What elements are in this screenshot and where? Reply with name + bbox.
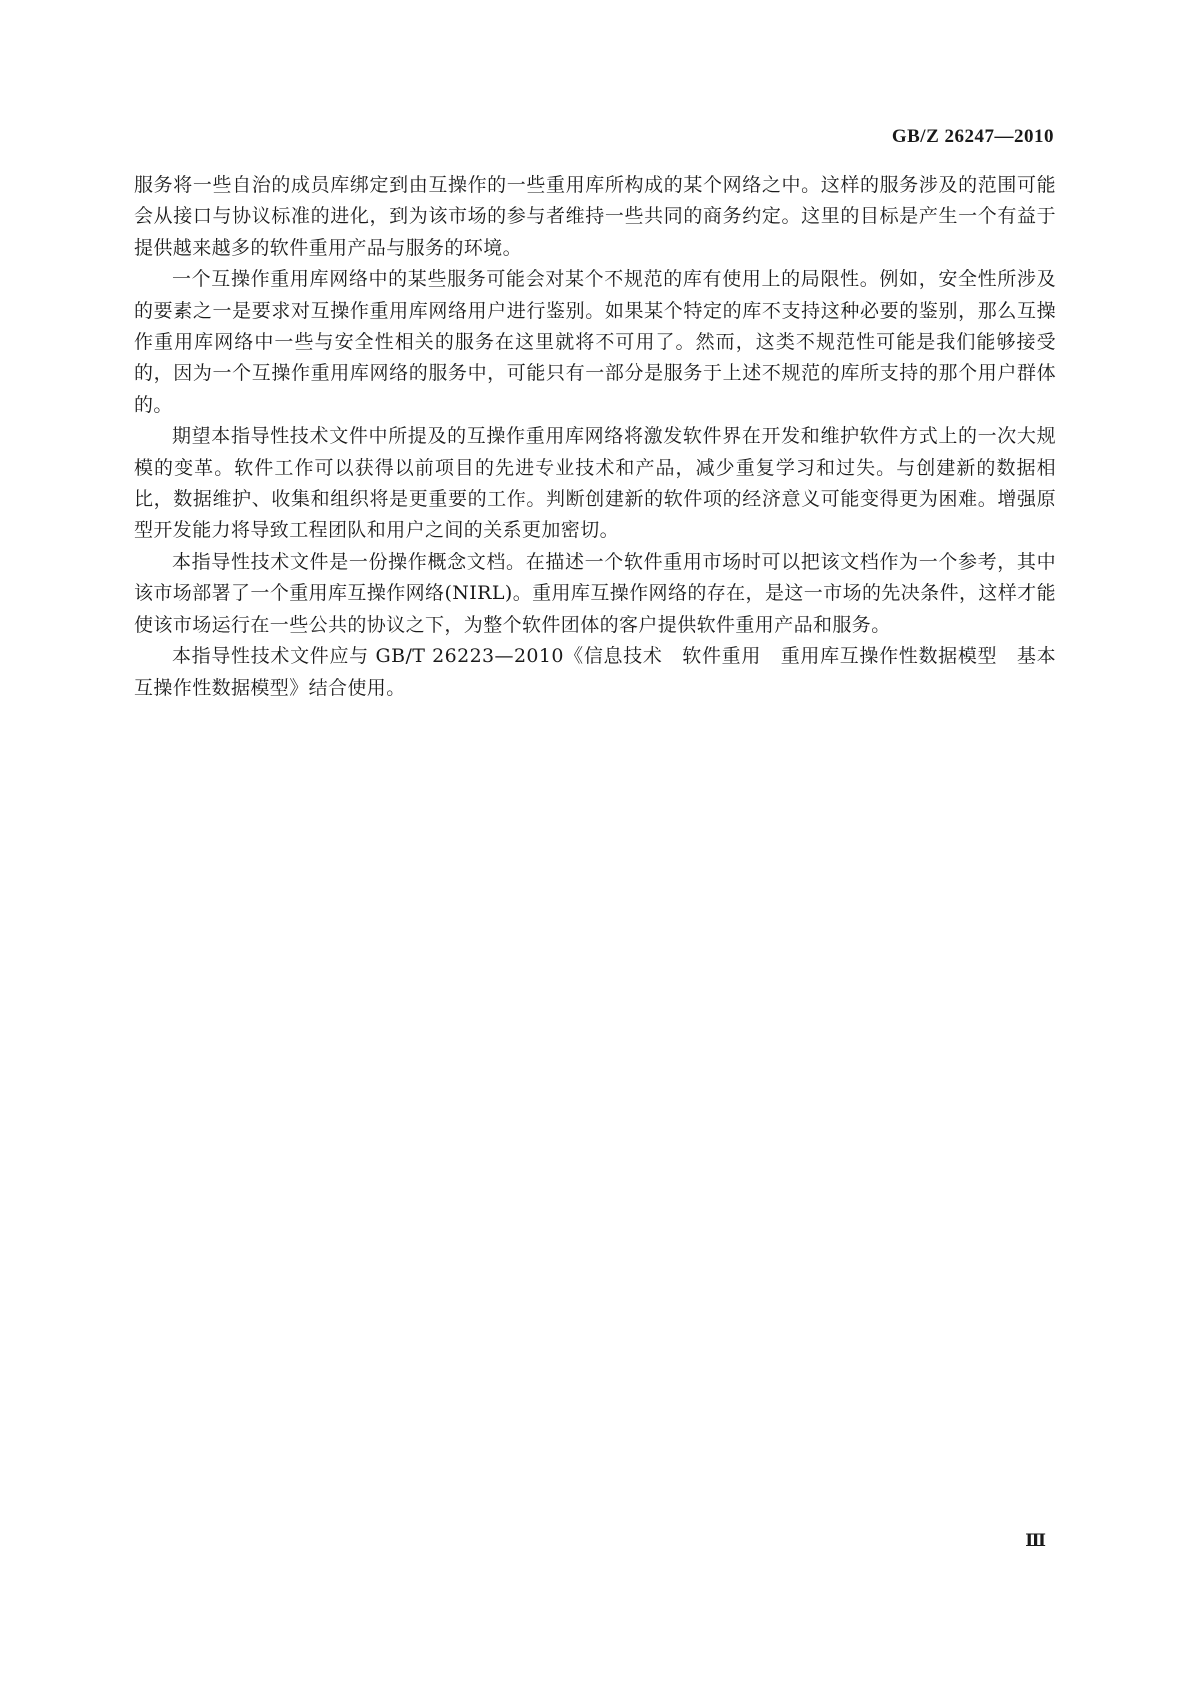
paragraph-4: 本指导性技术文件是一份操作概念文档。在描述一个软件重用市场时可以把该文档作为一个参考，其中该市场部署了一个重用库互操作网络(NIRL)。重用库互操作网络的存在，是这一市场的先决条件，这样才能使该市场运行在一些公共的协议之下，为整个软件团体的客户提供软件重用产品和服务。 (134, 550, 1056, 636)
paragraph-5: 本指导性技术文件应与 GB/T 26223—2010《信息技术 软件重用 重用库互操作性数据模型 基本互操作性数据模型》结合使用。 (134, 645, 1056, 699)
paragraph-1: 服务将一些自治的成员库绑定到由互操作的一些重用库所构成的某个网络之中。这样的服务涉及的范围可能会从接口与协议标准的进化，到为该市场的参与者维持一些共同的商务约定。这里的目标是产生一个有益于提供越来越多的软件重用产品与服务的环境。 (134, 174, 1056, 259)
paragraph-3: 期望本指导性技术文件中所提及的互操作重用库网络将激发软件界在开发和维护软件方式上的一次大规模的变革。软件工作可以获得以前项目的先进专业技术和产品，减少重复学习和过失。与创建新的数据相比，数据维护、收集和组织将是更重要的工作。判断创建新的软件项的经济意义可能变得更为困难。增强原型开发能力将导致工程团队和用户之间的关系更加密切。 (134, 425, 1056, 542)
paragraph-2: 一个互操作重用库网络中的某些服务可能会对某个不规范的库有使用上的局限性。例如，安全性所涉及的要素之一是要求对互操作重用库网络用户进行鉴别。如果某个特定的库不支持这种必要的鉴别，那么互操作重用库网络中一些与安全性相关的服务在这里就将不可用了。然而，这类不规范性可能是我们能够接受的，因为一个互操作重用库网络的服务中，可能只有一部分是服务于上述不规范的库所支持的那个用户群体的。 (134, 268, 1056, 416)
standard-code: GB/Z 26247—2010 (891, 126, 1054, 147)
page-number: Ⅲ (1025, 1531, 1046, 1550)
document-body (134, 170, 1056, 704)
